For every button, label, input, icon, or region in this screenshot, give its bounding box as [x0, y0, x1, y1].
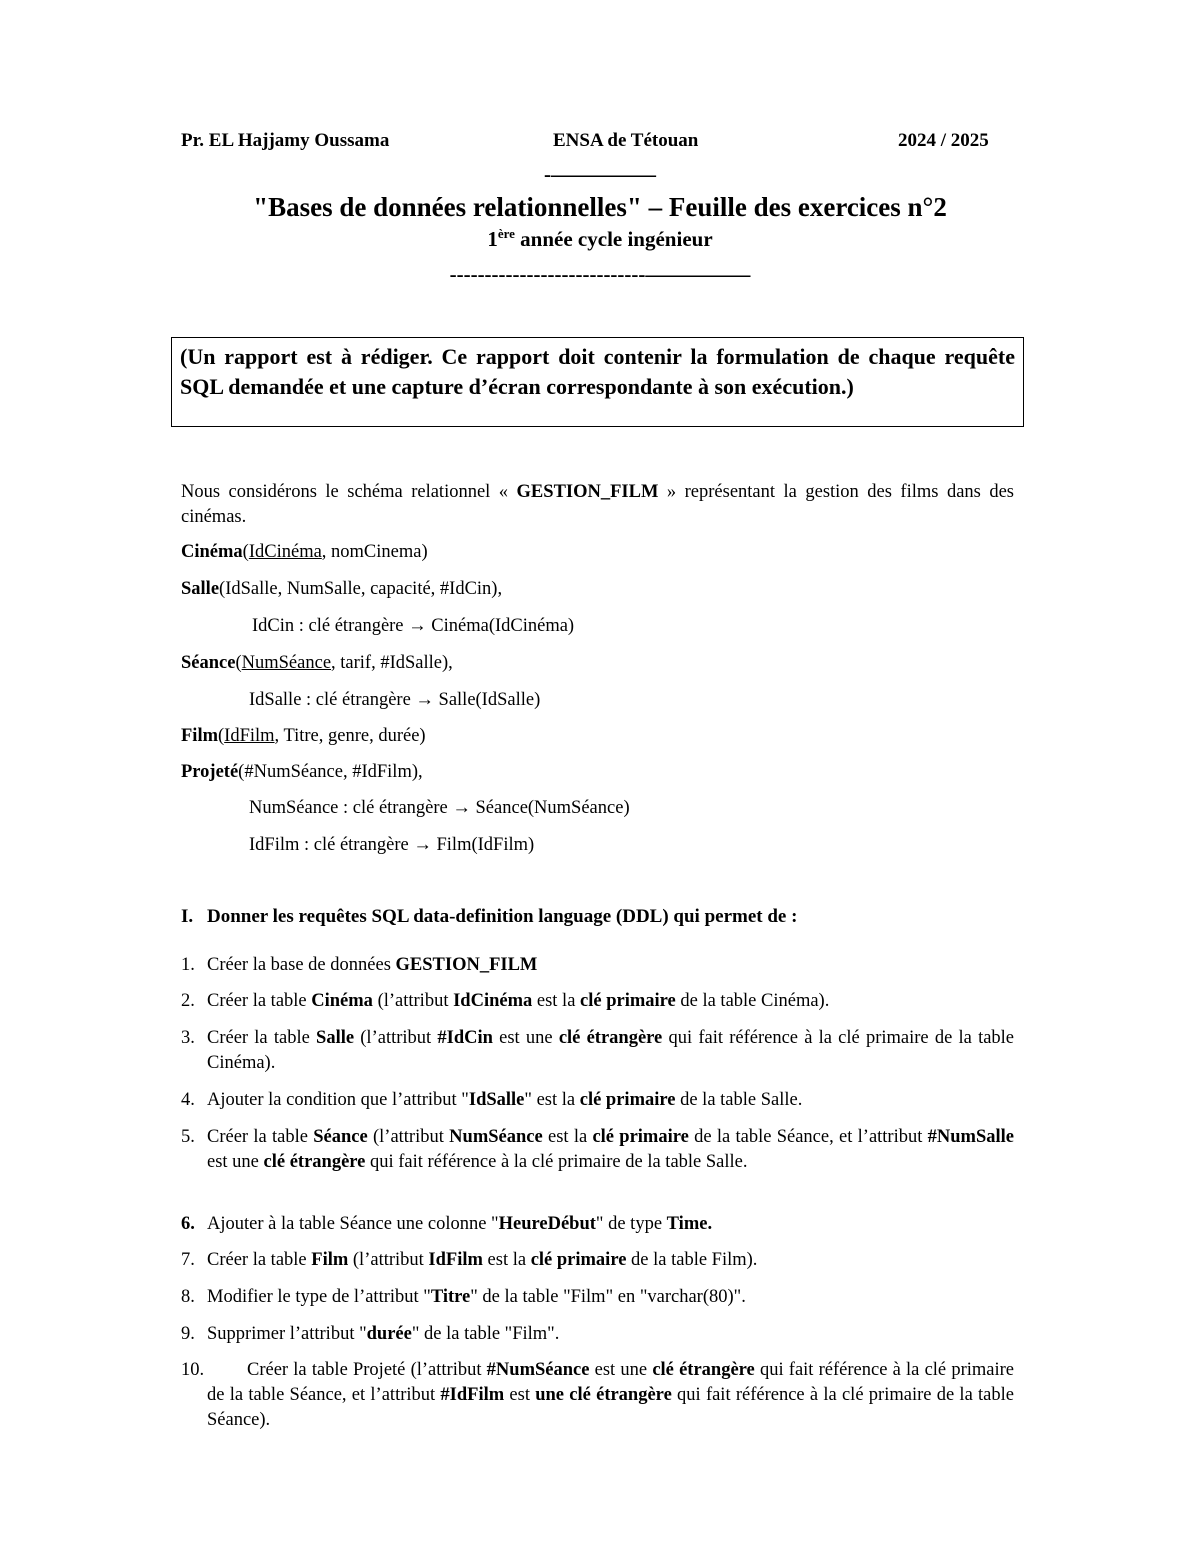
page-subtitle: 1ère année cycle ingénieur: [487, 226, 713, 251]
schema-projete-fk2: IdFilm : clé étrangère → Film(IdFilm): [249, 835, 535, 855]
list-item: 8. Modifier le type de l’attribut "Titre" de la table "Film" en "varchar(80)".: [181, 1287, 746, 1307]
list-item: 5. Créer la table Séance (l’attribut NumSéance est la clé primaire de la table Séance, et l’attribut #NumSalle est une clé étrangère qui fait référence à la clé primaire de la table Salle.: [181, 1127, 1014, 1172]
list-item: 1. Créer la base de données GESTION_FILM: [181, 955, 538, 975]
bottom-divider: ----------------------------—————: [449, 262, 751, 286]
top-divider: -—————: [544, 162, 656, 186]
schema-cinema: Cinéma(IdCinéma, nomCinema): [181, 542, 428, 562]
intro-paragraph: Nous considérons le schéma relationnel « GESTION_FILM » représentant la gestion des films dans des cinémas.: [181, 482, 1015, 527]
list-item: 4. Ajouter la condition que l’attribut "IdSalle" est la clé primaire de la table Salle.: [181, 1090, 803, 1110]
section-heading: I. Donner les requêtes SQL data-definition language (DDL) qui permet de :: [181, 906, 798, 927]
list-item: 10. Créer la table Projeté (l’attribut #NumSéance est une clé étrangère qui fait référence à la clé primaire de la table Séance, et l’attribut #IdFilm est une clé étrangère qui fait référence à la clé primaire de la table Séance).: [181, 1360, 1014, 1430]
list-item: 2. Créer la table Cinéma (l’attribut IdCinéma est la clé primaire de la table Cinéma).: [181, 991, 830, 1011]
schema-projete-fk1: NumSéance : clé étrangère → Séance(NumSéance): [249, 798, 630, 818]
author-name: Pr. EL Hajjamy Oussama: [181, 130, 390, 151]
list-item: 9. Supprimer l’attribut "durée" de la table "Film".: [181, 1324, 560, 1344]
academic-year: 2024 / 2025: [898, 130, 989, 151]
schema-seance: Séance(NumSéance, tarif, #IdSalle),: [181, 653, 453, 673]
page-title: "Bases de données relationnelles" – Feuille des exercices n°2: [253, 192, 947, 222]
list-item: 7. Créer la table Film (l’attribut IdFilm est la clé primaire de la table Film).: [181, 1250, 758, 1270]
schema-salle: Salle(IdSalle, NumSalle, capacité, #IdCin),: [181, 579, 503, 599]
report-notice-box: (Un rapport est à rédiger. Ce rapport doit contenir la formulation de chaque requête SQL demandée et une capture d’écran correspondante à son exécution.): [171, 337, 1024, 427]
schema-salle-fk: IdCin : clé étrangère → Cinéma(IdCinéma): [252, 616, 575, 636]
list-item: 6. Ajouter à la table Séance une colonne "HeureDébut" de type Time.: [181, 1214, 713, 1234]
list-item: 3. Créer la table Salle (l’attribut #IdCin est une clé étrangère qui fait référence à la clé primaire de la table Cinéma).: [181, 1028, 1015, 1073]
schema-film: Film(IdFilm, Titre, genre, durée): [181, 726, 426, 746]
school-name: ENSA de Tétouan: [553, 130, 699, 151]
schema-seance-fk: IdSalle : clé étrangère → Salle(IdSalle): [249, 690, 541, 710]
schema-projete: Projeté(#NumSéance, #IdFilm),: [181, 762, 423, 782]
